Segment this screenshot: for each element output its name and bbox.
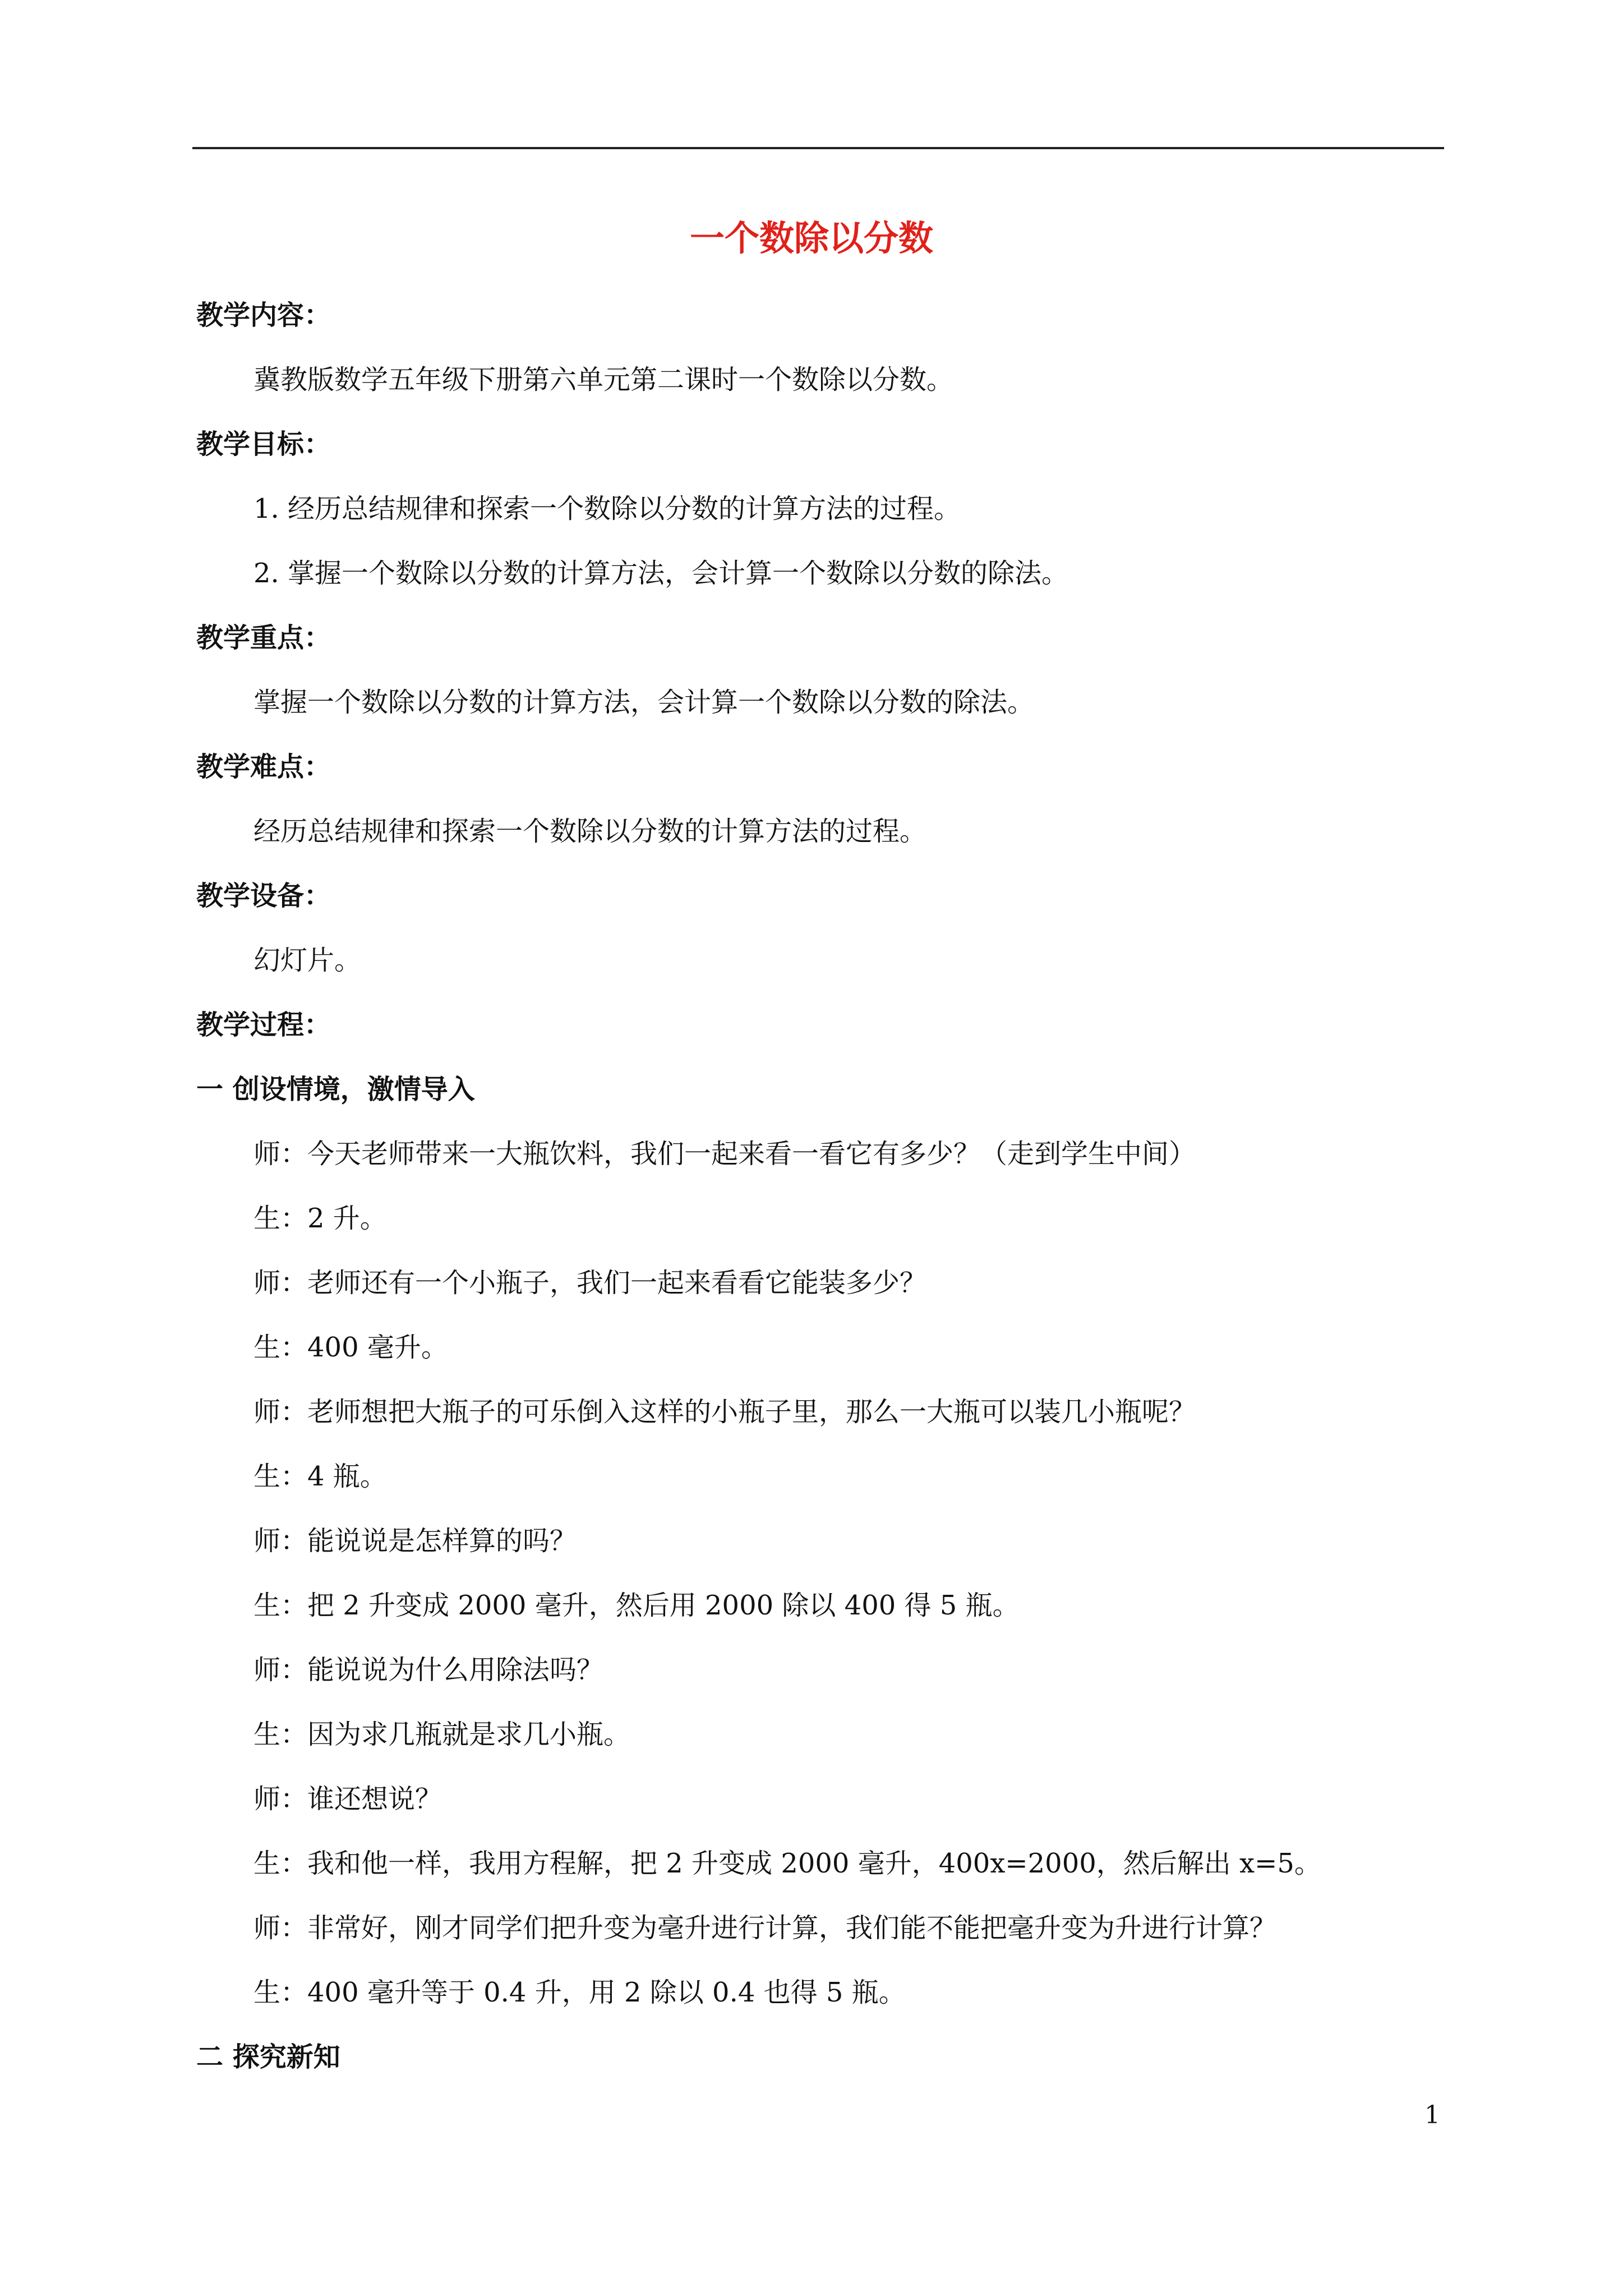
dialogue-line: 生：400 毫升等于 0.4 升，用 2 除以 0.4 也得 5 瓶。 [253, 1977, 906, 2008]
dialogue-line: 生：把 2 升变成 2000 毫升，然后用 2000 除以 400 得 5 瓶。 [253, 1590, 1020, 1621]
heading-line: 教学目标： [196, 429, 331, 460]
body-line: 1. 经历总结规律和探索一个数除以分数的计算方法的过程。 [253, 493, 961, 524]
body-line: 掌握一个数除以分数的计算方法，会计算一个数除以分数的除法。 [253, 687, 1035, 718]
dialogue-line: 师：老师想把大瓶子的可乐倒入这样的小瓶子里，那么一大瓶可以装几小瓶呢？ [253, 1396, 1196, 1428]
heading-line: 教学设备： [196, 880, 331, 912]
body-line: 2. 掌握一个数除以分数的计算方法，会计算一个数除以分数的除法。 [253, 558, 1069, 589]
dialogue-line: 生：4 瓶。 [253, 1461, 387, 1492]
header-rule [192, 147, 1444, 149]
body-line: 冀教版数学五年级下册第六单元第二课时一个数除以分数。 [253, 364, 954, 395]
dialogue-line: 生：400 毫升。 [253, 1332, 448, 1363]
page-number: 1 [1424, 2101, 1440, 2129]
heading-line: 教学重点： [196, 622, 331, 654]
section-heading: 二 探究新知 [196, 2041, 340, 2073]
section-heading: 一 创设情境，激情导入 [196, 1074, 475, 1105]
dialogue-line: 师：老师还有一个小瓶子，我们一起来看看它能装多少？ [253, 1267, 927, 1299]
heading-line: 教学难点： [196, 751, 331, 783]
document-title: 一个数除以分数 [689, 218, 933, 259]
dialogue-line: 生：我和他一样，我用方程解，把 2 升变成 2000 毫升，400x=2000，然后解出 x=5。 [253, 1848, 1321, 1879]
dialogue-line: 师：能说说是怎样算的吗？ [253, 1525, 577, 1557]
body-line: 经历总结规律和探索一个数除以分数的计算方法的过程。 [253, 816, 927, 847]
dialogue-line: 生：2 升。 [253, 1203, 387, 1234]
heading-line: 教学过程： [196, 1009, 331, 1041]
dialogue-line: 生：因为求几瓶就是求几小瓶。 [253, 1719, 631, 1750]
dialogue-line: 师：能说说为什么用除法吗？ [253, 1654, 604, 1686]
body-line: 幻灯片。 [253, 945, 362, 976]
heading-line: 教学内容： [196, 300, 331, 331]
dialogue-line: 师：非常好，刚才同学们把升变为毫升进行计算，我们能不能把毫升变为升进行计算？ [253, 1912, 1277, 1944]
dialogue-line: 师：谁还想说？ [253, 1783, 442, 1815]
dialogue-line: 师：今天老师带来一大瓶饮料，我们一起来看一看它有多少？（走到学生中间） [253, 1138, 1196, 1170]
